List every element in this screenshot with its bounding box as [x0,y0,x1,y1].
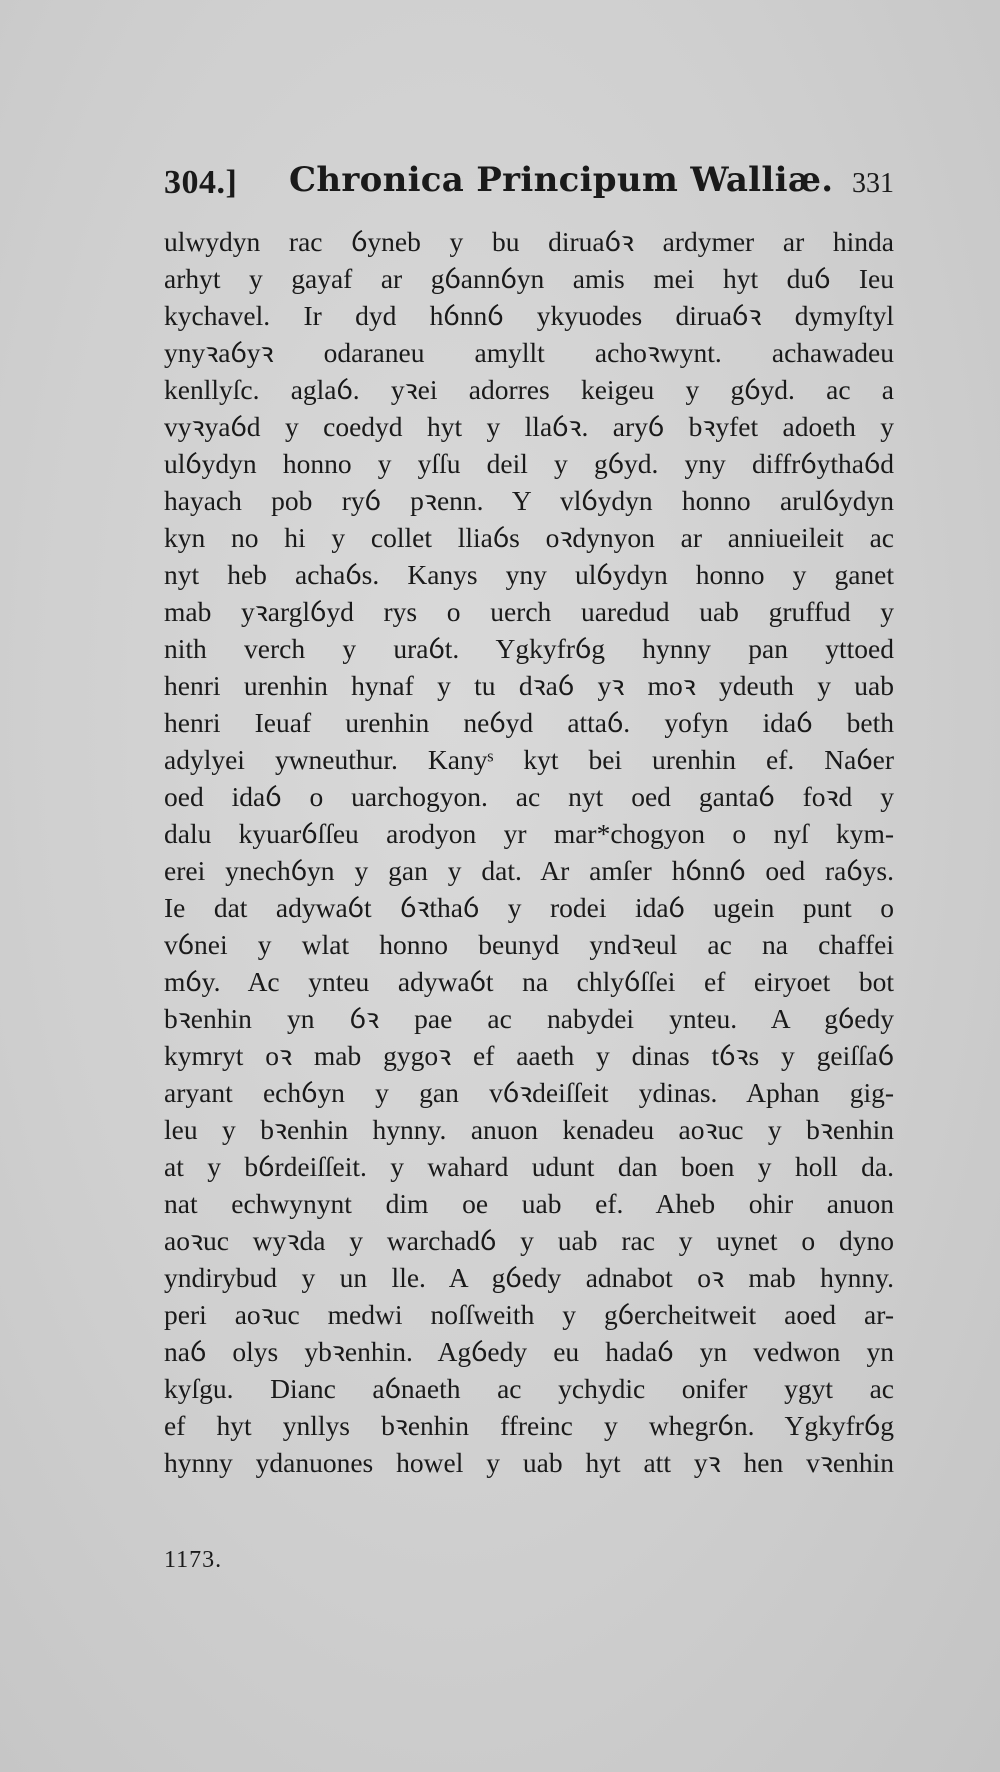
text-line: kymryt oꝛ mab gygoꝛ ef aaeth y dinas tỽꝛs y geiſſaỽ [164,1040,894,1071]
text-line: yndirybud y un lle. A gỽedy adnabot oꝛ mab hynny. [164,1262,894,1293]
text-line: ef hyt ynllys bꝛenhin ffreinc y whegrỽn. Ygkyfrỽg [164,1410,894,1441]
text-line: hayach pob ryỽ pꝛenn. Y vlỽydyn honno arulỽydyn [164,485,894,516]
text-line: mab yꝛarglỽyd rys o uerch uaredud uab gruffud y [164,596,894,627]
text-line: nith verch y uraỽt. Ygkyfrỽg hynny pan yttoed [164,633,894,664]
text-line: naỽ olys ybꝛenhin. Agỽedy eu hadaỽ yn vedwon yn [164,1336,894,1367]
text-line: bꝛenhin yn ỽꝛ pae ac nabydei ynteu. A gỽedy [164,1003,894,1034]
text-line: henri urenhin hynaf y tu dꝛaỽ yꝛ moꝛ ydeuth y uab [164,670,894,701]
text-line: peri aoꝛuc medwi noſſweith y gỽercheitweit aoed ar- [164,1299,894,1330]
text-line: oed idaỽ o uarchogyon. ac nyt oed gantaỽ foꝛd y [164,781,894,812]
text-line: kenllyſc. aglaỽ. yꝛei adorres keigeu y gỽyd. ac a [164,374,894,405]
year-marginal-note: 1173. [164,1547,223,1573]
text-line: ulwydyn rac ỽyneb y bu diruaỽꝛ ardymer ar hinda [164,226,894,257]
text-line: nyt heb achaỽs. Kanys yny ulỽydyn honno y ganet [164,559,894,590]
text-line: leu y bꝛenhin hynny. anuon kenadeu aoꝛuc y bꝛenhin [164,1114,894,1145]
body-text [164,223,894,1481]
text-line: at y bỽrdeiſſeit. y wahard udunt dan boen y holl da. [164,1151,894,1182]
text-line: kychavel. Ir dyd hỽnnỽ ykyuodes diruaỽꝛ dymyſtyl [164,300,894,331]
text-line: Ie dat adywaỽt ỽꝛthaỽ y rodei idaỽ ugein punt o [164,892,894,923]
text-line: erei ynechỽyn y gan y dat. Ar amſer hỽnnỽ oed raỽys. [164,855,894,886]
text-line: ulỽydyn honno y yſſu deil y gỽyd. yny diffrỽythaỽd [164,448,894,479]
page-number: 331 [852,168,894,199]
text-line: mỽy. Ac ynteu adywaỽt na chlyỽſſei ef eiryoet bot [164,966,894,997]
text-line: dalu kyuarỽſſeu arodyon yr mar*chogyon o nyſ kym- [164,818,894,849]
text-line: aoꝛuc wyꝛda y warchadỽ y uab rac y uynet o dyno [164,1225,894,1256]
text-line: kyſgu. Dianc aỽnaeth ac ychydic onifer ygyt ac [164,1373,894,1404]
page-reference: 304.] [164,164,238,201]
running-head [164,160,894,216]
text-line: adylyei ywneuthur. Kanyˢ kyt bei urenhin ef. Naỽer [164,744,894,775]
text-line: hynny ydanuones howel y uab hyt att yꝛ hen vꝛenhin [164,1447,894,1478]
text-line: aryant echỽyn y gan vỽꝛdeiſſeit ydinas. Aphan gig- [164,1077,894,1108]
text-line: ynyꝛaỽyꝛ odaraneu amyllt achoꝛwynt. achawadeu [164,337,894,368]
text-line: henri Ieuaf urenhin neỽyd attaỽ. yofyn idaỽ beth [164,707,894,738]
running-title: Chronica Principum Walliæ. [289,160,834,200]
text-line: vỽnei y wlat honno beunyd yndꝛeul ac na chaffei [164,929,894,960]
text-line: kyn no hi y collet lliaỽs oꝛdynyon ar anniueileit ac [164,522,894,553]
text-line: vyꝛyaỽd y coedyd hyt y llaỽꝛ. aryỽ bꝛyfet adoeth y [164,411,894,442]
text-line: arhyt y gayaf ar gỽannỽyn amis mei hyt duỽ Ieu [164,263,894,294]
text-line: nat echwynynt dim oe uab ef. Aheb ohir anuon [164,1188,894,1219]
